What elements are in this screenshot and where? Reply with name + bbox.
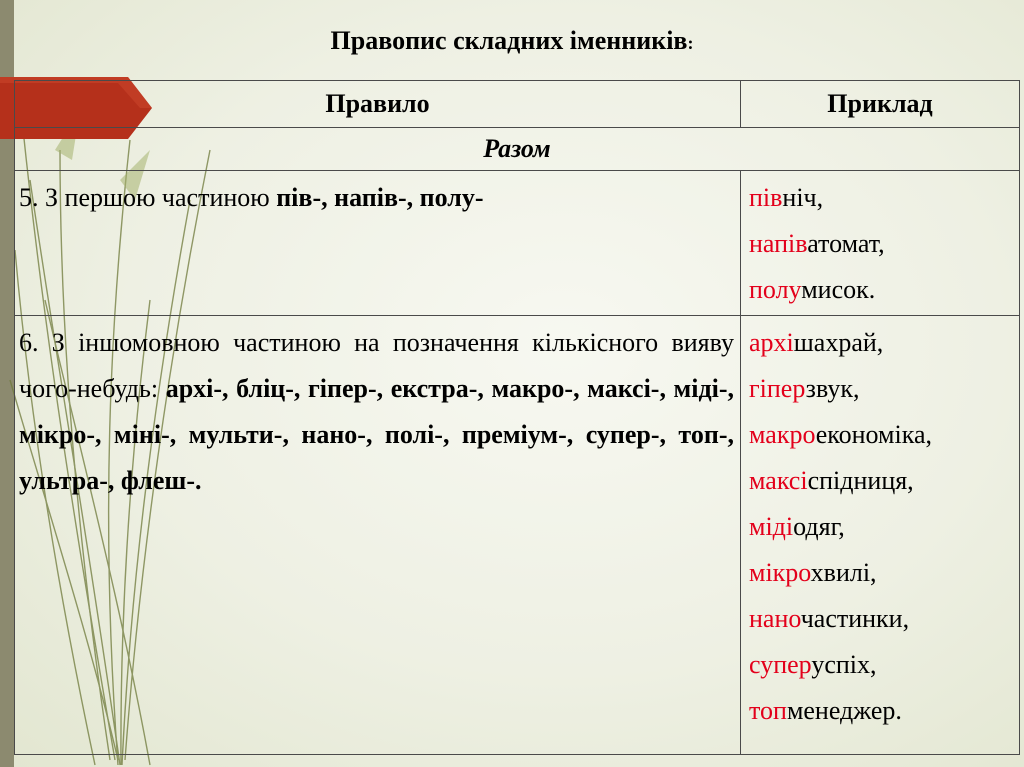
example-prefix: архі [749, 328, 794, 357]
example-stem: одяг, [793, 512, 845, 541]
example-list [741, 171, 1019, 313]
spelling-rules-table [14, 80, 1020, 755]
example-word [749, 596, 1015, 642]
example-prefix: топ [749, 696, 787, 725]
page-title [0, 26, 1024, 56]
example-prefix: макро [749, 420, 816, 449]
example-word [749, 412, 1015, 458]
example-prefix: нано [749, 604, 801, 633]
rule-prefixes: архі-, бліц-, гіпер-, екстра-, макро-, максі-, міді-, мікро-, міні-, мульти-, нано-, полі-, преміум-, супер-, топ-, ультра-, флеш-. [19, 374, 734, 495]
section-row [15, 128, 1020, 171]
example-prefix: гіпер [749, 374, 806, 403]
example-stem: мисок. [801, 275, 876, 304]
example-word [749, 550, 1015, 596]
example-word [749, 320, 1015, 366]
example-prefix: напів [749, 229, 808, 258]
example-word [749, 688, 1015, 734]
example-word [749, 642, 1015, 688]
table-header-row [15, 81, 1020, 128]
example-word [749, 366, 1015, 412]
example-prefix: максі [749, 466, 808, 495]
example-word [749, 458, 1015, 504]
example-stem: хвилі, [810, 558, 877, 587]
example-word [749, 267, 1015, 313]
example-stem: звук, [805, 374, 860, 403]
example-stem: успіх, [811, 650, 877, 679]
rule-number: 5. [19, 183, 39, 212]
example-word [749, 175, 1015, 221]
example-stem: спідниця, [807, 466, 914, 495]
rule-description: З іншомовною частиною на позначення кількісного вияву чого-небудь: [19, 328, 734, 403]
example-stem: шахрай, [793, 328, 884, 357]
rule-cell [15, 171, 741, 316]
example-stem: ніч, [782, 183, 824, 212]
example-stem: економіка, [815, 420, 932, 449]
example-stem: частинки, [800, 604, 910, 633]
header-rule: Правило [15, 81, 741, 128]
example-word [749, 504, 1015, 550]
section-title: Разом [15, 128, 1020, 171]
rule-cell [15, 316, 741, 755]
example-stem: менеджер. [786, 696, 902, 725]
example-list [741, 316, 1019, 734]
example-cell [741, 171, 1020, 316]
example-stem: атомат, [807, 229, 885, 258]
rule-description: З першою частиною [45, 183, 270, 212]
rule-text [15, 316, 740, 504]
example-cell [741, 316, 1020, 755]
example-prefix: супер [749, 650, 812, 679]
page-title-colon: : [687, 33, 694, 53]
rule-prefixes: пів-, напів-, полу- [276, 183, 484, 212]
example-word [749, 221, 1015, 267]
example-prefix: мікро [749, 558, 811, 587]
header-example: Приклад [741, 81, 1020, 128]
example-prefix: пів [749, 183, 783, 212]
rule-number: 6. [19, 328, 39, 357]
example-prefix: міді [749, 512, 794, 541]
example-prefix: полу [749, 275, 802, 304]
page-title-text: Правопис складних іменників [330, 26, 688, 55]
rule-text [15, 171, 740, 221]
table-row [15, 316, 1020, 755]
table-row [15, 171, 1020, 316]
